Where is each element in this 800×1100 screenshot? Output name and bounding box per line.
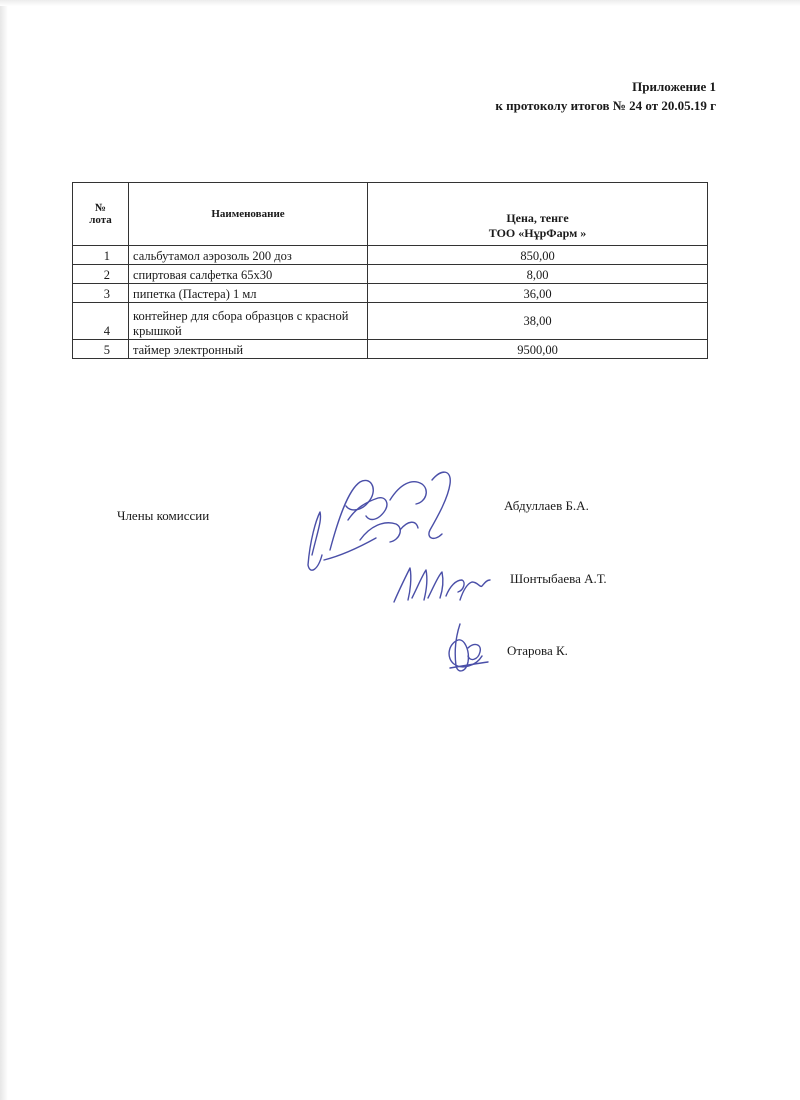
table-row xyxy=(73,340,708,359)
lot-number: 1 xyxy=(73,246,129,265)
header-supplier-label: ТОО «НұрФарм » xyxy=(488,226,587,240)
scan-shadow-top xyxy=(0,0,800,6)
lot-price: 38,00 xyxy=(368,303,708,340)
lot-price: 850,00 xyxy=(368,246,708,265)
table-row xyxy=(73,265,708,284)
scan-shadow-left xyxy=(0,0,8,1100)
lot-name: сальбутамол аэрозоль 200 доз xyxy=(129,246,368,265)
lot-number: 4 xyxy=(73,303,129,340)
document-header xyxy=(495,78,716,114)
header-lot-number-label: № лота xyxy=(89,202,112,226)
header-lot-number xyxy=(73,183,129,246)
member-name: Абдуллаев Б.А. xyxy=(504,498,589,513)
table-row xyxy=(73,303,708,340)
protocol-reference: к протоколу итогов № 24 от 20.05.19 г xyxy=(495,98,716,113)
lot-price: 36,00 xyxy=(368,284,708,303)
header-name xyxy=(129,183,368,246)
lot-price: 9500,00 xyxy=(368,340,708,359)
commission-label: Члены комиссии xyxy=(117,508,210,523)
table-header-row xyxy=(73,183,708,246)
lot-name: контейнер для сбора образцов с красной крышкой xyxy=(129,303,368,340)
lot-name: пипетка (Пастера) 1 мл xyxy=(129,284,368,303)
appendix-title: Приложение 1 xyxy=(632,79,716,94)
lot-number: 5 xyxy=(73,340,129,359)
header-price xyxy=(368,183,708,246)
lots-table xyxy=(72,182,708,359)
table-row xyxy=(73,284,708,303)
table-row xyxy=(73,246,708,265)
signature-shontybaeva-icon xyxy=(388,558,498,608)
header-price-label: Цена, тенге xyxy=(506,211,569,225)
signature-otarova-icon xyxy=(440,618,500,678)
member-name: Отарова К. xyxy=(507,643,568,658)
lot-name: таймер электронный xyxy=(129,340,368,359)
lot-name: спиртовая салфетка 65х30 xyxy=(129,265,368,284)
lot-number: 3 xyxy=(73,284,129,303)
member-name: Шонтыбаева А.Т. xyxy=(510,571,607,586)
header-name-label: Наименование xyxy=(211,208,285,220)
lot-price: 8,00 xyxy=(368,265,708,284)
lot-number: 2 xyxy=(73,265,129,284)
